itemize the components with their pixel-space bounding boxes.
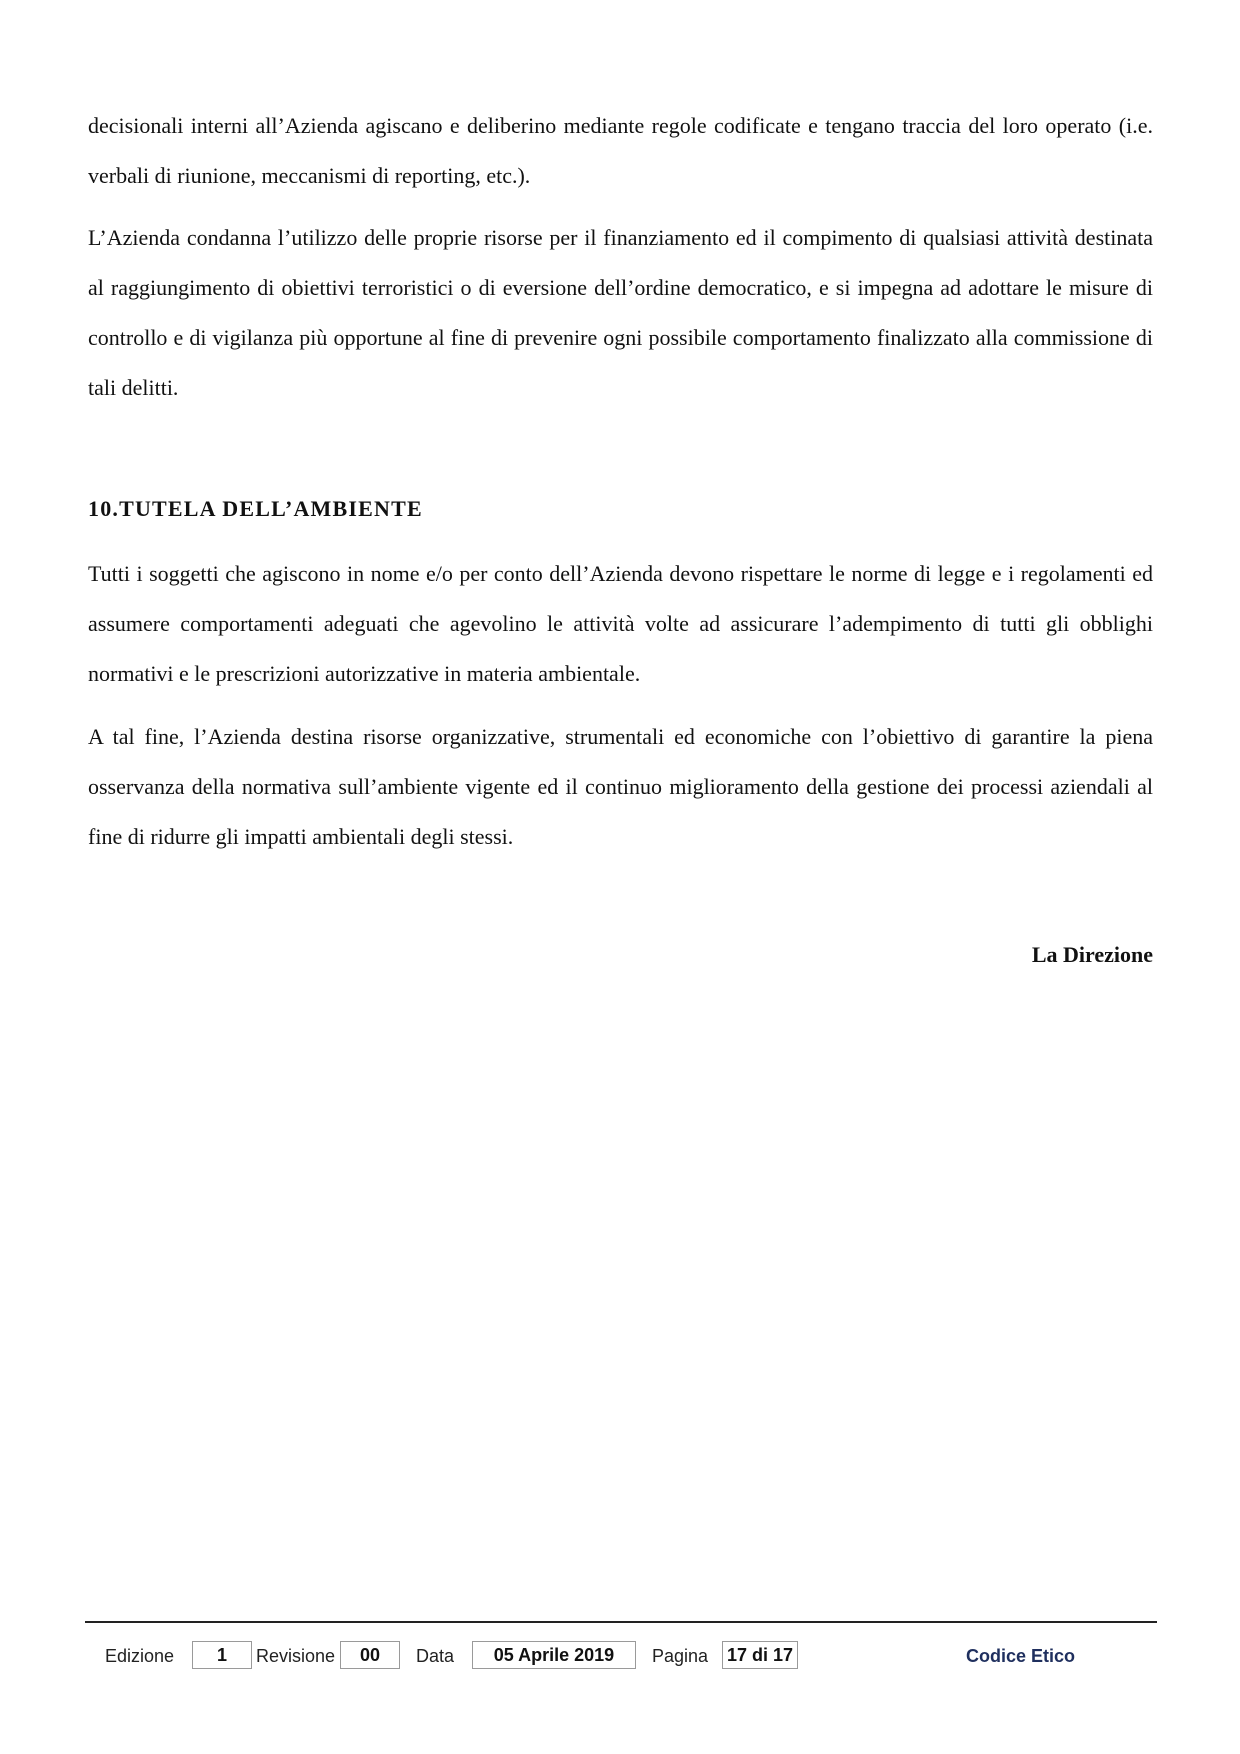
section-heading: 10.TUTELA DELL’AMBIENTE — [88, 496, 423, 521]
date-value: 05 Aprile 2019 — [472, 1641, 636, 1669]
revision-value: 00 — [340, 1641, 400, 1669]
revision-label: Revisione — [256, 1646, 336, 1666]
body-text-block — [88, 213, 1153, 413]
document-name: Codice Etico — [966, 1646, 1076, 1666]
page-label: Pagina — [652, 1646, 709, 1666]
footer-divider — [85, 1621, 1157, 1623]
paragraph: Tutti i soggetti che agiscono in nome e/o per conto dell’Azienda devono rispettare le norme di legge e i regolamenti ed assumere comportamenti adeguati che agevolino le attività volte ad assicurare l’adempimento di tutti gli obblighi normativi e le prescrizioni autorizzative in materia ambientale. — [88, 561, 1153, 686]
edition-value: 1 — [192, 1641, 252, 1669]
signature: La Direzione — [1031, 942, 1153, 967]
body-text-block — [88, 712, 1153, 862]
paragraph: A tal fine, l’Azienda destina risorse organizzative, strumentali ed economiche con l’obiettivo di garantire la piena osservanza della normativa sull’ambiente vigente ed il continuo miglioramento della gestione dei processi aziendali al fine di ridurre gli impatti ambientali degli stessi. — [88, 724, 1153, 849]
date-label: Data — [416, 1646, 455, 1666]
edition-label: Edizione — [105, 1646, 175, 1666]
paragraph: L’Azienda condanna l’utilizzo delle proprie risorse per il finanziamento ed il compimento di qualsiasi attività destinata al raggiungimento di obiettivi terroristici o di eversione dell’ordine democratico, e si impegna ad adottare le misure di controllo e di vigilanza più opportune al fine di prevenire ogni possibile comportamento finalizzato alla commissione di tali delitti. — [88, 225, 1153, 400]
body-text-block — [88, 549, 1153, 699]
page-footer — [0, 1641, 1240, 1675]
body-text-continuation — [88, 101, 1153, 201]
page-number: 17 di 17 — [722, 1641, 798, 1669]
paragraph: decisionali interni all’Azienda agiscano e deliberino mediante regole codificate e tengano traccia del loro operato (i.e. verbali di riunione, meccanismi di reporting, etc.). — [88, 113, 1153, 188]
